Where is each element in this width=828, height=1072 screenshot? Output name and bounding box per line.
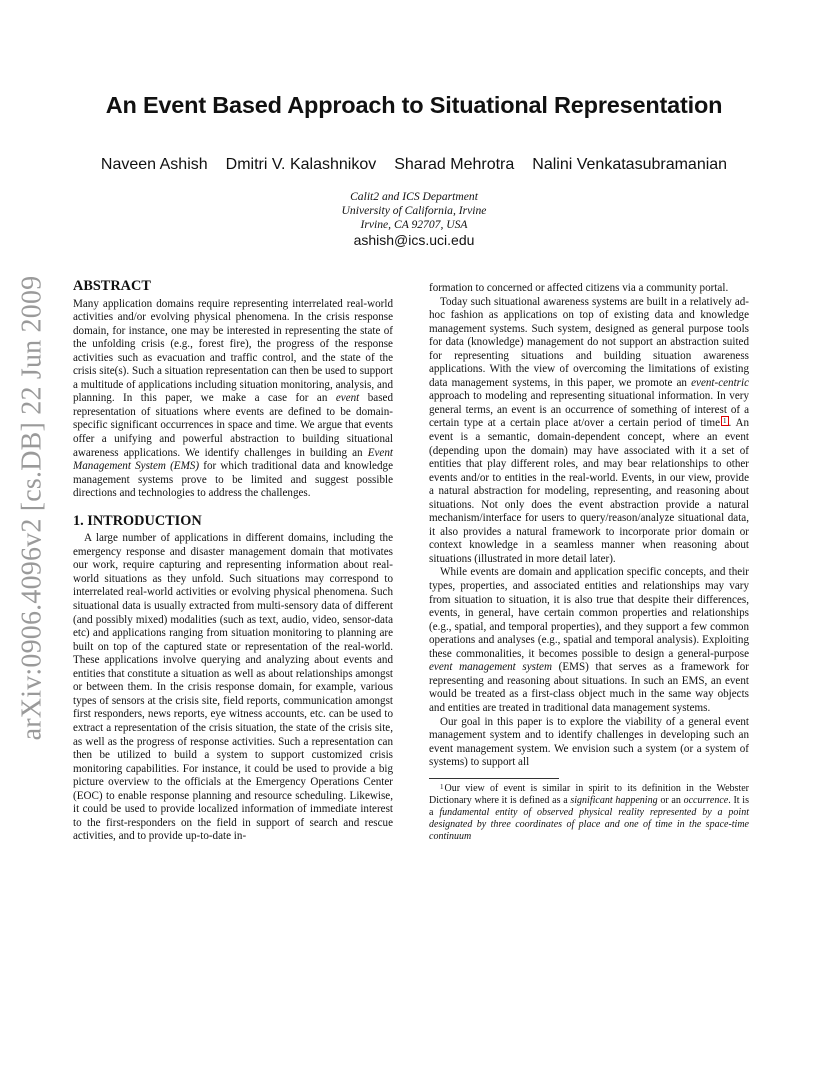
right-column xyxy=(429,282,749,843)
intro-text: While events are domain and application specific concepts, and their types, properties, and associated entities and relationships may vary from situation to situation, it is also true that despite their differences, events, in general, have certain common properties and relationships (e.g., spatial, and temporal properties), and they support a few common operations and analyses (e.g., spatial and temporal analysis). Exploiting these commonalities, it becomes possible to design a general-purpose xyxy=(429,566,749,660)
author-name: Naveen Ashish xyxy=(100,156,208,173)
abstract-text: based representation of situations where events are defined to be domain-specific significant occurrences in space and time. We argue that events offer a unifying and powerful abstraction to building situational awareness applications. We identify challenges in building an xyxy=(73,392,393,459)
introduction-heading: 1. INTRODUCTION xyxy=(73,512,202,529)
intro-text: . An event is a semantic, domain-dependent concept, where an event (depending upon the domain) may have associated with it a set of entities that play different roles, and may bear relationships to other events and/or to entities in the real-world. Events, in our view, provide a natural abstraction for modeling, representing, and reasoning about situations. Not only does the event abstraction provide a natural mechanism/interface for users to query/reason/analyze situational data, it also provides a natural framework to incorporate prior domain or context knowledge in a seamless manner when reasoning about situations (illustrated in more detail later). xyxy=(429,417,749,565)
author-list xyxy=(60,156,768,174)
abstract-heading: ABSTRACT xyxy=(73,278,151,294)
author-name: Dmitri V. Kalashnikov xyxy=(225,156,377,173)
footnote-ref-link[interactable]: 1 xyxy=(723,417,727,426)
footnote-mark: 1 xyxy=(440,782,444,791)
footnote-divider xyxy=(429,778,559,779)
abstract-emphasis: Event Management System (EMS) xyxy=(73,446,393,473)
intro-paragraph xyxy=(429,296,749,567)
footnote-emphasis: significant happening xyxy=(570,794,658,806)
footnote-emphasis: fundamental entity of observed physical reality represented by a point designated by three coordinates of place and one of time in the space-time continuum xyxy=(429,806,749,842)
affiliation-line: University of California, Irvine xyxy=(341,204,487,217)
intro-emphasis: event management system xyxy=(429,661,552,674)
footnote-emphasis: occurrence xyxy=(683,794,729,806)
intro-text: Today such situational awareness systems are built in a relatively ad-hoc fashion as applications on top of existing data and knowledge management systems. Such system, designed as general purpose tools for data (knowledge) management do not support an abstraction suited for representing situations and building situation awareness applications. With the view of overcoming the limitations of existing data management systems, in this paper, we promote an xyxy=(429,295,749,389)
abstract-emphasis: event xyxy=(335,392,360,405)
intro-text: (EMS) that serves as a framework for representing and reasoning about situations. In such an EMS, an event would be treated as a first-class object much in the same way objects and entities are treated in traditional data management systems. xyxy=(429,661,749,714)
footnote-text: or an xyxy=(657,794,684,806)
footnote xyxy=(429,783,749,843)
author-email: ashish@ics.uci.edu xyxy=(353,232,475,248)
left-column xyxy=(73,280,393,844)
affiliation-line: Irvine, CA 92707, USA xyxy=(360,218,468,231)
abstract-paragraph xyxy=(73,298,393,501)
abstract-text: Many application domains require representing interrelated real-world activities and/or evolving physical phenomena. In the crisis response domain, for instance, one may be interested in representing the state of the unfolding crisis (e.g., forest fire), the progress of the response activities such as evacuation and traffic control, and the state of the crisis site(s). Such a situation representation can then be used to support a multitude of applications including situation monitoring, analysis, and planning. In this paper, we make a case for an xyxy=(73,297,393,405)
footnote-text: Our view of event is similar in spirit to its definition in the Webster Dictionary where it is defined as a xyxy=(429,782,749,806)
abstract-text: for which traditional data and knowledge management systems prove to be limited and suggest possible directions and technologies to address the challenges. xyxy=(73,460,393,500)
intro-paragraph-continued: formation to concerned or affected citizens via a community portal. xyxy=(429,282,729,294)
paper-title: An Event Based Approach to Situational Representation xyxy=(105,92,723,118)
intro-text: approach to modeling and representing situational information. In very general terms, an event is an occurrence of something of interest of a certain type at a certain place at/over a certain period of time xyxy=(429,390,749,430)
intro-emphasis: event-centric xyxy=(691,376,749,389)
arxiv-stamp xyxy=(4,268,60,748)
author-name: Nalini Venkatasubramanian xyxy=(532,156,728,173)
author-name: Sharad Mehrotra xyxy=(394,156,515,173)
affiliation-line: Calit2 and ICS Department xyxy=(350,190,478,203)
intro-paragraph: A large number of applications in different domains, including the emergency response and disaster management domain that motivates our work, require capturing and representing information about real-world situations as they unfold. Such situations may correspond to interrelated real-world activities or evolving physical phenomena. Such situational data is usually extracted from multi-sensory data of different (and possibly mixed) modalities (such as text, audio, video, sensor-data etc) and applications ranging from situation monitoring to planning are built on top of the captured state or representation of the real-world. These applications involve querying and analyzing about events and entities that constitute a situation as well as about relationships amongst or between them. In the crisis response domain, for example, various types of sensors at the crisis site, field reports, communication amongst first responders, news reports, eye witness accounts, etc. can be used to extract a representation of the crisis situation, the state of the crisis site, as well as the progress of response activities. Such a representation can then be utilized to build a system to support customized crisis monitoring capabilities. For instance, it could be used to provide a big picture overview to the officials at the Emergency Operations Center (EOC) to enable response planning and resource scheduling. Likewise, it could be used to provide localized information of immediate interest to the first-responders on the field in support of search and rescue activities, and to provide up-to-date in- xyxy=(73,532,393,843)
intro-paragraph: Our goal in this paper is to explore the viability of a general event management system and to identify challenges in developing such an event management system. We envision such a system (or a system of systems) to support all xyxy=(429,715,749,769)
footnote-text: . It is a xyxy=(429,794,749,818)
affiliation xyxy=(214,190,614,232)
intro-paragraph xyxy=(429,566,749,715)
arxiv-stamp-text: arXiv:0906.4096v2 [cs.DB] 22 Jun 2009 xyxy=(16,275,48,741)
